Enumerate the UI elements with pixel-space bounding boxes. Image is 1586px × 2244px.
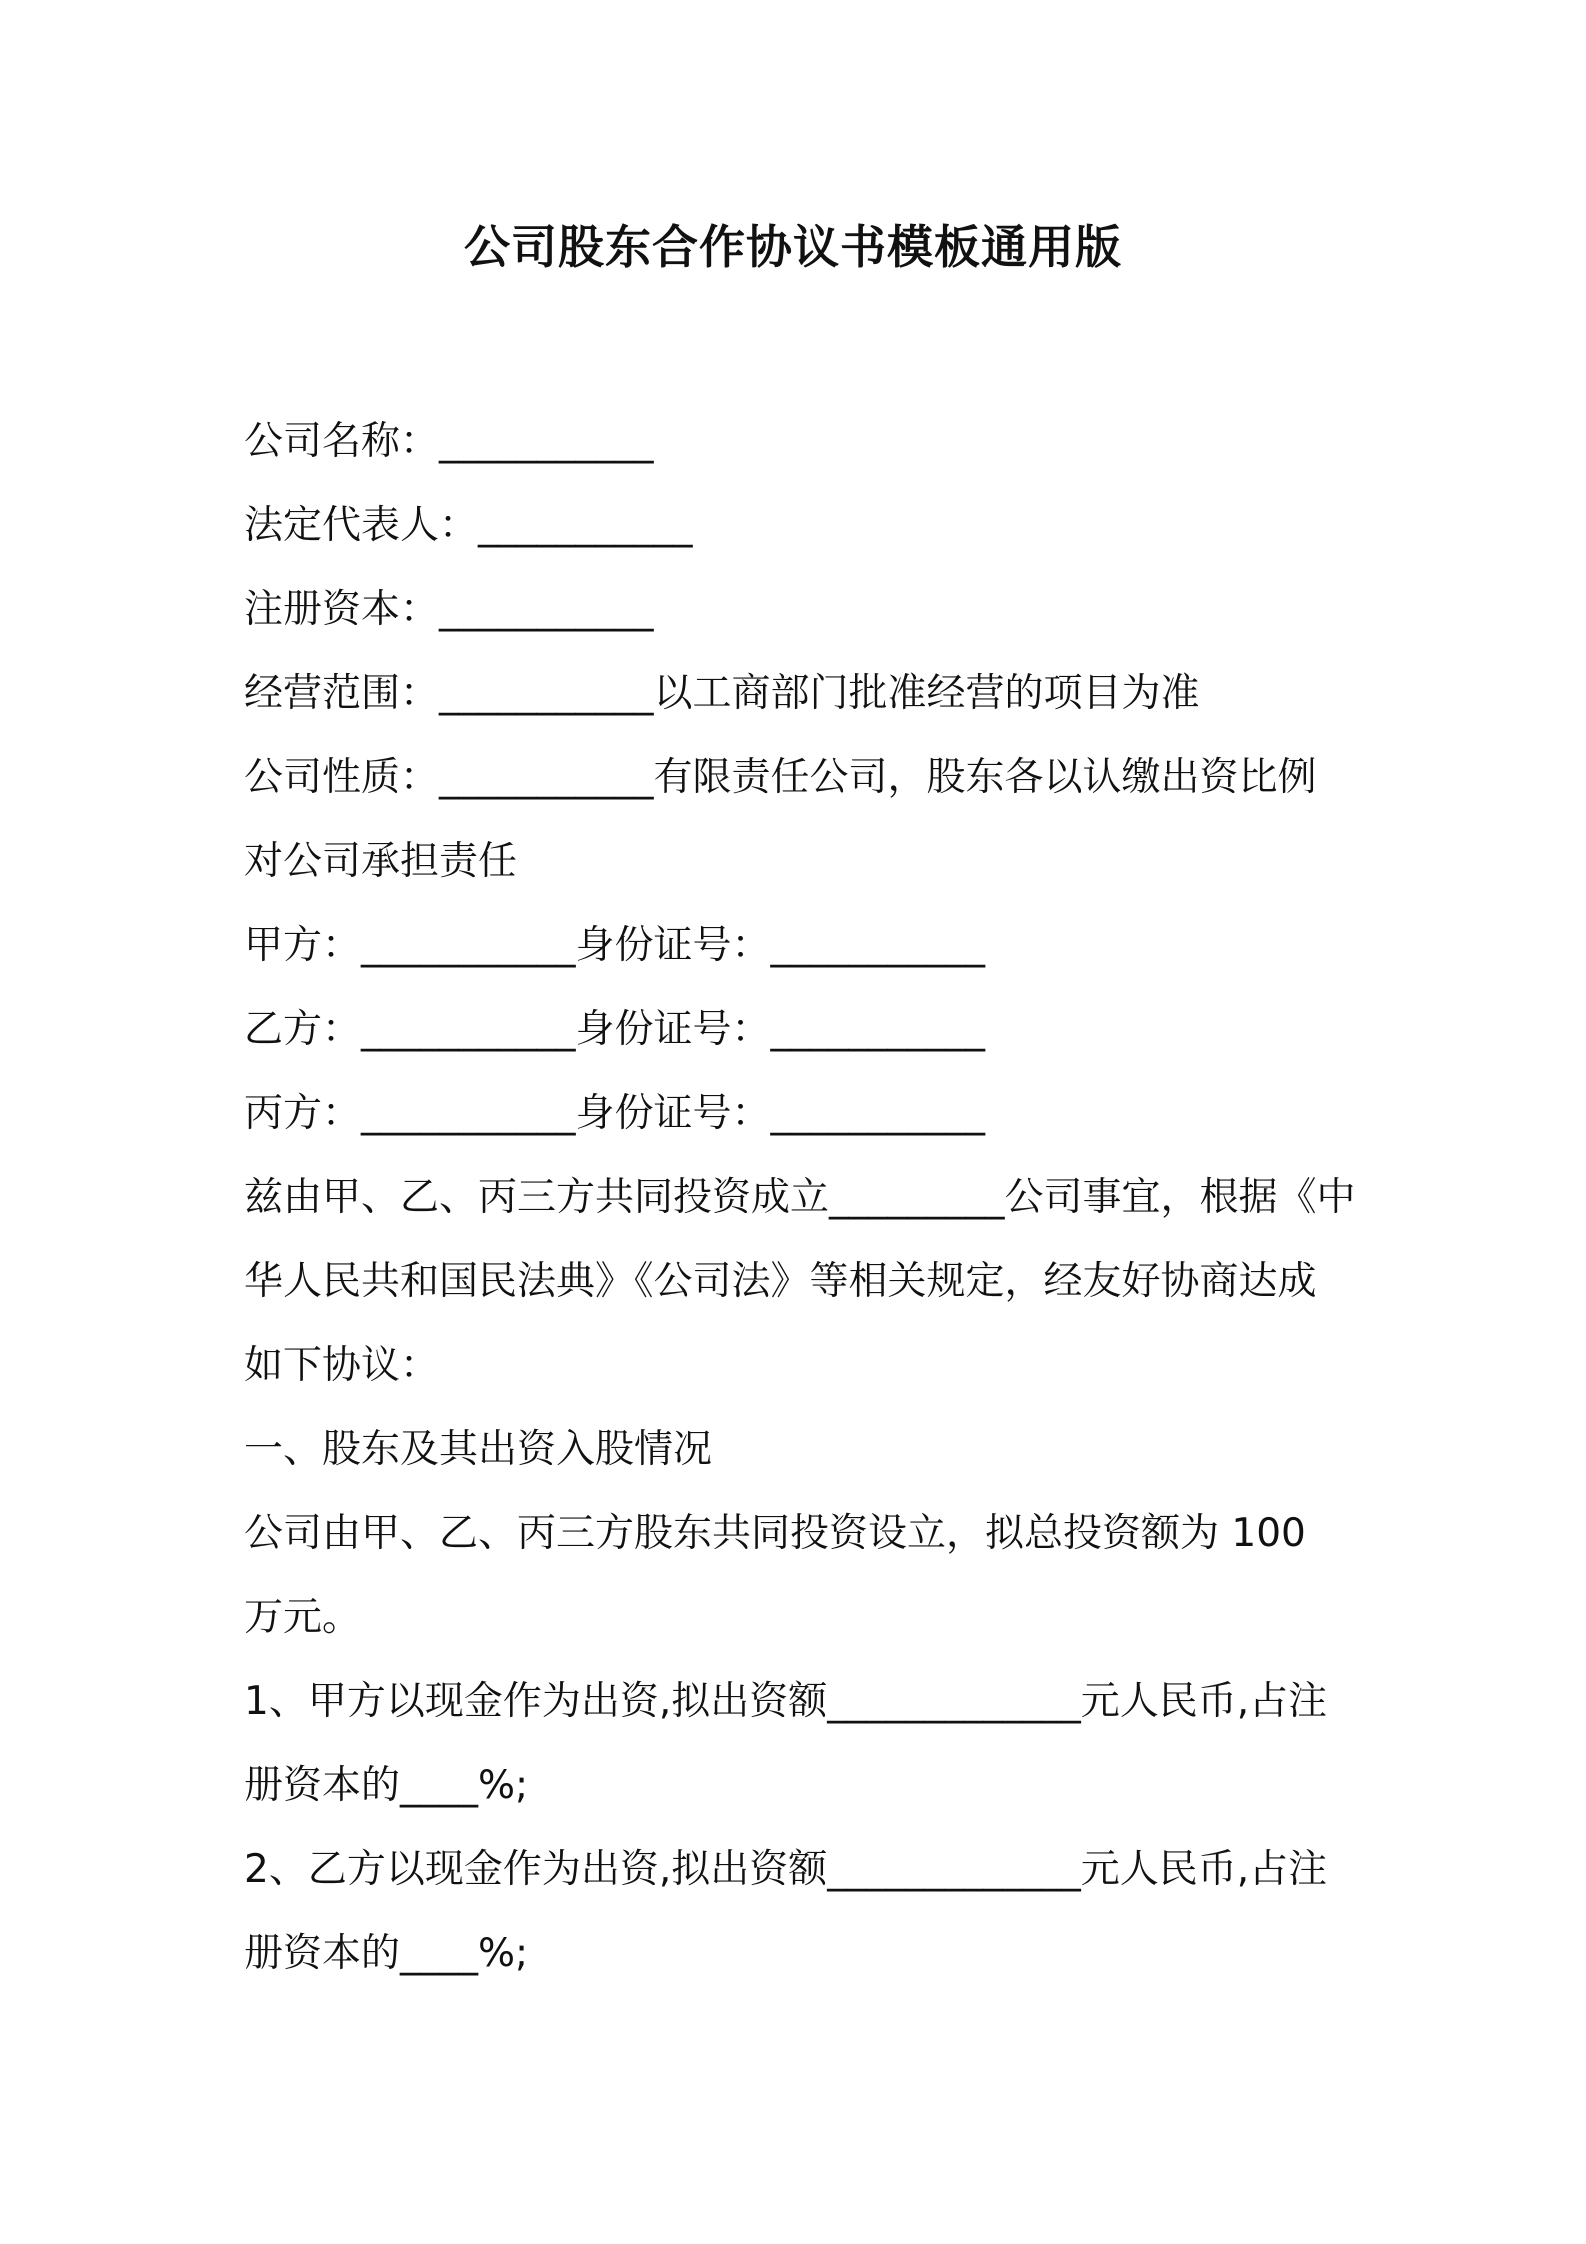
document-body [244,400,1354,1996]
party-a-line: 甲方：___________身份证号：___________ [244,923,986,968]
party-a-contribution-line-1: 1、甲方以现金作为出资,拟出资额_____________元人民币,占注 [244,1679,1328,1724]
business-scope-line: 经营范围：___________以工商部门批准经营的项目为准 [244,671,1200,716]
preamble-line-1: 兹由甲、乙、丙三方共同投资成立_________公司事宜，根据《中 [244,1175,1356,1220]
party-a-contribution-line-2: 册资本的____%; [244,1763,529,1808]
party-b-contribution-line-1: 2、乙方以现金作为出资,拟出资额_____________元人民币,占注 [244,1847,1328,1892]
company-nature-line-continued: 对公司承担责任 [244,839,518,884]
section-heading-shareholders: 一、股东及其出资入股情况 [244,1427,713,1472]
preamble-line-3: 如下协议： [244,1343,440,1388]
party-b-contribution-line-2: 册资本的____%; [244,1931,529,1976]
legal-representative-line: 法定代表人：___________ [244,503,693,548]
party-b-line: 乙方：___________身份证号：___________ [244,1007,986,1052]
registered-capital-line: 注册资本：___________ [244,587,654,632]
preamble-line-2: 华人民共和国民法典》《公司法》等相关规定，经友好协商达成 [244,1259,1317,1304]
party-c-line: 丙方：___________身份证号：___________ [244,1091,986,1136]
document-title: 公司股东合作协议书模板通用版 [464,220,1122,274]
company-nature-line: 公司性质：___________有限责任公司，股东各以认缴出资比例 [244,755,1317,800]
investment-total-line-2: 万元。 [244,1595,362,1640]
company-name-line: 公司名称：___________ [244,419,654,464]
investment-total-line-1: 公司由甲、乙、丙三方股东共同投资设立，拟总投资额为 100 [244,1511,1306,1556]
